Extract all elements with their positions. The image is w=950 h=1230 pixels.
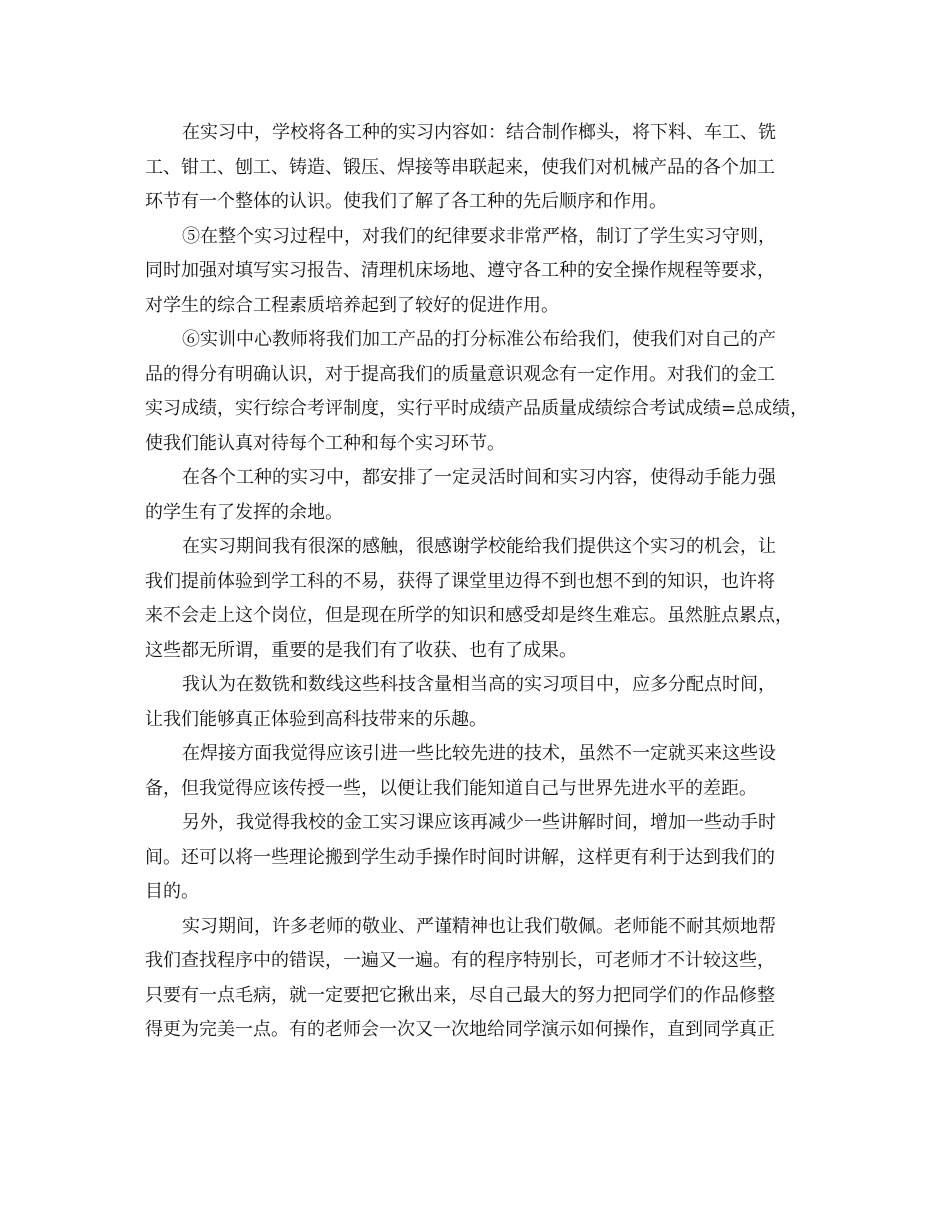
document-body bbox=[145, 116, 817, 1048]
text-line: 环节有一个整体的认识。使我们了解了各工种的先后顺序和作用。 bbox=[145, 191, 667, 212]
text-line: 我们提前体验到学工科的不易，获得了课堂里边得不到也想不到的知识，也许将 bbox=[145, 570, 775, 592]
paragraph bbox=[145, 116, 817, 220]
text-line: 工、钳工、刨工、铸造、锻压、焊接等串联起来，使我们对机械产品的各个加工 bbox=[145, 156, 775, 178]
paragraph bbox=[145, 806, 817, 910]
text-line: 在焊接方面我觉得应该引进一些比较先进的技术，虽然不一定就买来这些设 bbox=[182, 743, 776, 764]
paragraph bbox=[145, 530, 817, 668]
text-line: 在各个工种的实习中，都安排了一定灵活时间和实习内容，使得动手能力强 bbox=[182, 467, 776, 488]
text-line: 得更为完美一点。有的老师会一次又一次地给同学演示如何操作，直到同学真正 bbox=[145, 1019, 775, 1040]
text-line: 间。还可以将一些理论搬到学生动手操作时间时讲解，这样更有利于达到我们的 bbox=[145, 846, 775, 868]
text-line: 实习期间，许多老师的敬业、严谨精神也让我们敬佩。老师能不耐其烦地帮 bbox=[182, 915, 776, 937]
text-line: 的学生有了发挥的余地。 bbox=[145, 501, 343, 523]
text-line: ⑥实训中心教师将我们加工产品的打分标准公布给我们，使我们对自己的产 bbox=[182, 329, 776, 350]
paragraph bbox=[145, 323, 817, 461]
text-line: 另外，我觉得我校的金工实习课应该再减少一些讲解时间，增加一些动手时 bbox=[182, 812, 776, 833]
text-line: ⑤在整个实习过程中，对我们的纪律要求非常严格，制订了学生实习守则， bbox=[182, 225, 776, 247]
text-line: 让我们能够真正体验到高科技带来的乐趣。 bbox=[145, 708, 487, 730]
paragraph bbox=[145, 668, 817, 737]
text-line: 我认为在数铣和数线这些科技含量相当高的实习项目中，应多分配点时间， bbox=[182, 674, 776, 695]
text-line: 备，但我觉得应该传授一些，以便让我们能知道自己与世界先进水平的差距。 bbox=[145, 777, 757, 799]
text-line: 来不会走上这个岗位，但是现在所学的知识和感受却是终生难忘。虽然脏点累点， bbox=[145, 605, 793, 626]
paragraph bbox=[145, 461, 817, 530]
text-line: 在实习中，学校将各工种的实习内容如：结合制作榔头，将下料、车工、铣 bbox=[182, 122, 776, 143]
text-line: 只要有一点毛病，就一定要把它揪出来，尽自己最大的努力把同学们的作品修整 bbox=[145, 984, 775, 1006]
text-line: 品的得分有明确认识，对于提高我们的质量意识观念有一定作用。对我们的金工 bbox=[145, 363, 775, 385]
text-line: 我们查找程序中的错误，一遍又一遍。有的程序特别长，可老师才不计较这些， bbox=[145, 950, 775, 971]
text-line: 同时加强对填写实习报告、清理机床场地、遵守各工种的安全操作规程等要求， bbox=[145, 260, 775, 281]
text-line: 对学生的综合工程素质培养起到了较好的促进作用。 bbox=[145, 294, 559, 316]
text-line: 目的。 bbox=[145, 881, 199, 902]
text-line: 实习成绩，实行综合考评制度，实行平时成绩产品质量成绩综合考试成绩=总成绩， bbox=[145, 398, 809, 419]
text-line: 这些都无所谓，重要的是我们有了收获、也有了成果。 bbox=[145, 639, 577, 661]
paragraph bbox=[145, 737, 817, 806]
paragraph bbox=[145, 910, 817, 1048]
text-line: 在实习期间我有很深的感触，很感谢学校能给我们提供这个实习的机会，让 bbox=[182, 536, 776, 557]
text-line: 使我们能认真对待每个工种和每个实习环节。 bbox=[145, 432, 505, 454]
paragraph bbox=[145, 220, 817, 324]
